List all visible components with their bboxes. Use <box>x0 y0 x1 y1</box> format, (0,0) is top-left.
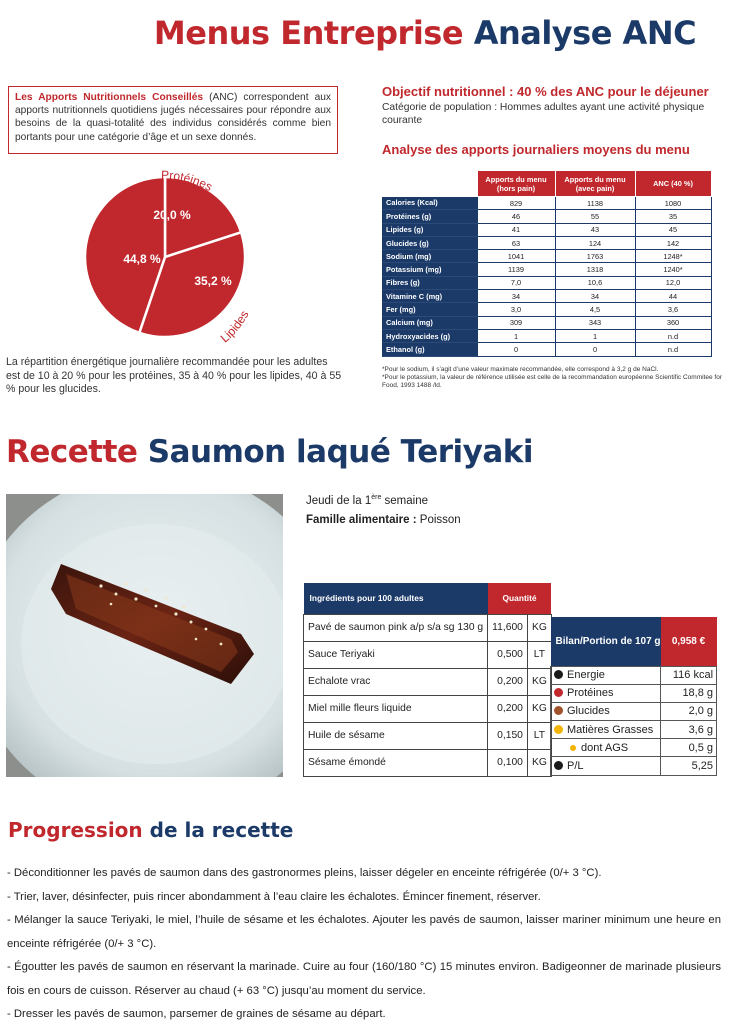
progression-step: - Mélanger la sauce Teriyaki, le miel, l’huile de sésame et les échalotes. Ajouter les pavés de saumon, laisser mariner minimum une heure en enceinte réfrigérée (0/+ 3 °C). <box>7 914 721 950</box>
anc-row-label: Sodium (mg) <box>382 250 477 263</box>
bilan-row <box>551 721 717 739</box>
anc-table-header-hors-pain: Apports du menu (hors pain) <box>477 171 555 197</box>
ingredient-unit: LT <box>527 722 551 749</box>
recipe-day <box>306 494 428 507</box>
bilan-value: 2,0 g <box>661 702 717 720</box>
page-title <box>0 14 735 52</box>
progression-step: - Égoutter les pavés de saumon en réservant la marinade. Cuire au four (160/180 °C) 15 minutes environ. Badigeonner de marinade plusieurs fois en cours de cuisson. Réserver au chaud (+ 63 °C) jusqu’au moment du service. <box>7 961 721 997</box>
recipe-family-value: Poisson <box>416 514 461 526</box>
bilan-table <box>550 617 717 776</box>
ingredient-name: Pavé de saumon pink a/p s/a sg 130 g <box>304 614 488 641</box>
pie-slices <box>85 177 245 337</box>
bilan-label-cell <box>551 757 661 775</box>
bilan-value: 116 kcal <box>661 666 717 684</box>
anc-row-label: Vitamine C (mg) <box>382 290 477 303</box>
bilan-row <box>551 739 717 757</box>
bilan-bullet-icon <box>570 745 576 751</box>
anc-row-hors-pain: 46 <box>477 210 555 223</box>
ingredient-unit: KG <box>527 614 551 641</box>
pie-value-proteines: 20,0 % <box>153 208 191 222</box>
progression-step: - Déconditionner les pavés de saumon dans des gastronormes pleins, laisser dégeler en enceinte réfrigérée (0/+ 3 °C). <box>7 867 602 879</box>
ingredient-unit: LT <box>527 641 551 668</box>
bilan-label: dont AGS <box>581 741 629 754</box>
anc-row-hors-pain: 34 <box>477 290 555 303</box>
bilan-bullet-icon <box>554 688 563 697</box>
ingredient-row <box>304 749 552 776</box>
anc-footnote-potassium: *Pour le potassium, la valeur de référence utilisée est celle de la recommandation européenne Scientific Commitee for Food, 1993 1488 /ld. <box>382 374 722 390</box>
anc-row-anc: 44 <box>635 290 711 303</box>
dish-photo <box>6 494 283 777</box>
anc-table-header-avec-pain: Apports du menu (avec pain) <box>555 171 635 197</box>
bilan-row <box>551 757 717 775</box>
anc-table-header-blank <box>382 171 477 197</box>
anc-row-avec-pain: 10,6 <box>555 276 635 289</box>
bilan-label: Matières Grasses <box>567 723 654 736</box>
objective-title: Objectif nutritionnel : 40 % des ANC pour le déjeuner <box>382 84 709 99</box>
progression-title <box>8 818 293 842</box>
ingredients-header-name: Ingrédients pour 100 adultes <box>304 583 488 614</box>
anc-row-label: Hydroxyacides (g) <box>382 329 477 342</box>
anc-table-row <box>382 303 711 316</box>
anc-table-row <box>382 210 711 223</box>
anc-row-avec-pain: 1318 <box>555 263 635 276</box>
bilan-label: Protéines <box>567 687 614 700</box>
anc-table-row <box>382 290 711 303</box>
bilan-header: Bilan/Portion de 107 g <box>551 617 661 666</box>
anc-row-hors-pain: 0 <box>477 343 555 356</box>
ingredient-qty: 0,150 <box>488 722 528 749</box>
anc-row-avec-pain: 1 <box>555 329 635 342</box>
bilan-header-row <box>551 617 717 666</box>
ingredient-row <box>304 614 552 641</box>
anc-row-label: Lipides (g) <box>382 223 477 236</box>
population-text: Catégorie de population : Hommes adultes ayant une activité physique courante <box>382 102 705 126</box>
anc-row-label: Fer (mg) <box>382 303 477 316</box>
bilan-value: 5,25 <box>661 757 717 775</box>
bilan-label-cell <box>551 721 661 739</box>
anc-row-label: Protéines (g) <box>382 210 477 223</box>
ingredients-header-row <box>304 583 552 614</box>
anc-row-anc: 35 <box>635 210 711 223</box>
pie-outer-label-glucides: Glucides <box>84 215 113 266</box>
anc-row-hors-pain: 1041 <box>477 250 555 263</box>
anc-row-avec-pain: 4,5 <box>555 303 635 316</box>
pie-value-lipides: 35,2 % <box>194 274 232 288</box>
ingredient-row <box>304 641 552 668</box>
anc-row-hors-pain: 309 <box>477 316 555 329</box>
anc-row-anc: 45 <box>635 223 711 236</box>
anc-row-avec-pain: 124 <box>555 236 635 249</box>
anc-row-label: Glucides (g) <box>382 236 477 249</box>
title-part-2: Analyse ANC <box>473 14 697 52</box>
anc-row-hors-pain: 1139 <box>477 263 555 276</box>
title-part-1: Menus Entreprise <box>153 14 464 52</box>
ingredient-row <box>304 722 552 749</box>
ingredients-header-qty: Quantité <box>488 583 552 614</box>
bilan-label: Glucides <box>567 705 610 718</box>
ingredient-name: Miel mille fleurs liquide <box>304 695 488 722</box>
anc-table-row <box>382 197 711 210</box>
ingredient-qty: 11,600 <box>488 614 528 641</box>
pie-value-glucides: 44,8 % <box>123 252 161 266</box>
anc-row-hors-pain: 829 <box>477 197 555 210</box>
anc-row-anc: n.d <box>635 343 711 356</box>
recipe-family-label: Famille alimentaire : <box>306 514 417 526</box>
ingredient-unit: KG <box>527 695 551 722</box>
anc-row-anc: 1248* <box>635 250 711 263</box>
ingredient-qty: 0,200 <box>488 695 528 722</box>
bilan-label-cell <box>551 666 661 684</box>
anc-row-label: Potassium (mg) <box>382 263 477 276</box>
bilan-value: 18,8 g <box>661 684 717 702</box>
anc-row-hors-pain: 1 <box>477 329 555 342</box>
anc-definition-box <box>8 86 338 154</box>
progression-step: - Dresser les pavés de saumon, parsemer de graines de sésame au départ. <box>7 1008 386 1020</box>
bilan-bullet-icon <box>554 761 563 770</box>
bilan-price: 0,958 € <box>661 617 717 666</box>
recipe-title <box>6 434 533 470</box>
anc-footnotes <box>382 366 727 391</box>
energy-pie-chart <box>60 162 270 352</box>
pie-outer-label-proteines: Protéines <box>160 167 215 194</box>
anc-definition-bold: Les Apports Nutritionnels Conseillés <box>15 92 204 103</box>
anc-row-hors-pain: 63 <box>477 236 555 249</box>
ingredient-row <box>304 668 552 695</box>
recipe-family <box>306 514 461 526</box>
ingredient-row <box>304 695 552 722</box>
bilan-label: Energie <box>567 669 605 682</box>
anc-row-avec-pain: 34 <box>555 290 635 303</box>
anc-row-anc: 1080 <box>635 197 711 210</box>
anc-analysis-table <box>382 170 712 357</box>
ingredient-unit: KG <box>527 668 551 695</box>
bilan-label: P/L <box>567 760 584 773</box>
anc-row-label: Fibres (g) <box>382 276 477 289</box>
bilan-label-cell <box>551 739 661 757</box>
anc-row-anc: n.d <box>635 329 711 342</box>
pie-outer-label-lipides: Lipides <box>217 308 252 346</box>
bilan-value: 3,6 g <box>661 721 717 739</box>
recipe-title-part-2: Saumon laqué Teriyaki <box>147 434 533 470</box>
anc-row-label: Calcium (mg) <box>382 316 477 329</box>
ingredient-qty: 0,200 <box>488 668 528 695</box>
ingredient-qty: 0,500 <box>488 641 528 668</box>
anc-table-row <box>382 263 711 276</box>
anc-row-avec-pain: 343 <box>555 316 635 329</box>
anc-table-header-anc: ANC (40 %) <box>635 171 711 197</box>
anc-table-row <box>382 343 711 356</box>
pie-note: La répartition énergétique journalière recommandée pour les adultes est de 10 à 20 % pour les protéines, 35 à 40 % pour les lipides, 40 à 55 % pour les glucides. <box>6 356 342 395</box>
anc-row-hors-pain: 7,0 <box>477 276 555 289</box>
ingredient-name: Sésame émondé <box>304 749 488 776</box>
bilan-bullet-icon <box>554 670 563 679</box>
anc-row-label: Calories (Kcal) <box>382 197 477 210</box>
anc-row-avec-pain: 0 <box>555 343 635 356</box>
progression-title-part-1: Progression <box>8 818 143 842</box>
anc-row-anc: 142 <box>635 236 711 249</box>
anc-row-avec-pain: 55 <box>555 210 635 223</box>
anc-definition-text: (ANC) correspondent aux apports nutritionnels quotidiens jugés nécessaires pour répondre aux besoins de la quasi-totalité des individus considérés comme bien portants pour une catégorie d’âge et un sexe donnés. <box>15 92 331 143</box>
anc-row-anc: 12,0 <box>635 276 711 289</box>
recipe-day-sup: ère <box>371 494 382 501</box>
anc-table-row <box>382 250 711 263</box>
anc-row-anc: 360 <box>635 316 711 329</box>
anc-row-avec-pain: 1763 <box>555 250 635 263</box>
bilan-row <box>551 702 717 720</box>
bilan-row <box>551 684 717 702</box>
bilan-value: 0,5 g <box>661 739 717 757</box>
anc-row-anc: 1240* <box>635 263 711 276</box>
recipe-title-part-1: Recette <box>6 434 138 470</box>
anc-row-avec-pain: 43 <box>555 223 635 236</box>
bilan-row <box>551 666 717 684</box>
anc-table-row <box>382 223 711 236</box>
anc-row-hors-pain: 3,0 <box>477 303 555 316</box>
ingredient-unit: KG <box>527 749 551 776</box>
progression-steps <box>7 862 721 1024</box>
anc-table-header-row <box>382 171 711 197</box>
anc-table-row <box>382 329 711 342</box>
bilan-label-cell <box>551 684 661 702</box>
bilan-bullet-icon <box>554 706 563 715</box>
bilan-label-cell <box>551 702 661 720</box>
anc-footnote-sodium: *Pour le sodium, il s’agit d’une valeur maximale recommandée, elle correspond à 3,2 g de NaCl. <box>382 366 659 373</box>
anc-table-row <box>382 236 711 249</box>
anc-row-anc: 3,6 <box>635 303 711 316</box>
anc-table-row <box>382 276 711 289</box>
anc-row-avec-pain: 1138 <box>555 197 635 210</box>
ingredients-table <box>303 583 552 777</box>
ingredient-name: Echalote vrac <box>304 668 488 695</box>
analysis-title: Analyse des apports journaliers moyens du menu <box>382 142 690 157</box>
ingredient-qty: 0,100 <box>488 749 528 776</box>
ingredient-name: Sauce Teriyaki <box>304 641 488 668</box>
ingredient-name: Huile de sésame <box>304 722 488 749</box>
progression-title-part-2: de la recette <box>149 818 294 842</box>
anc-row-hors-pain: 41 <box>477 223 555 236</box>
recipe-day-suffix: semaine <box>381 494 429 507</box>
bilan-bullet-icon <box>554 725 563 734</box>
recipe-day-prefix: Jeudi de la 1 <box>306 494 372 507</box>
anc-row-label: Ethanol (g) <box>382 343 477 356</box>
progression-step: - Trier, laver, désinfecter, puis rincer abondamment à l’eau claire les échalotes. Émincer finement, réserver. <box>7 890 541 903</box>
anc-table-row <box>382 316 711 329</box>
